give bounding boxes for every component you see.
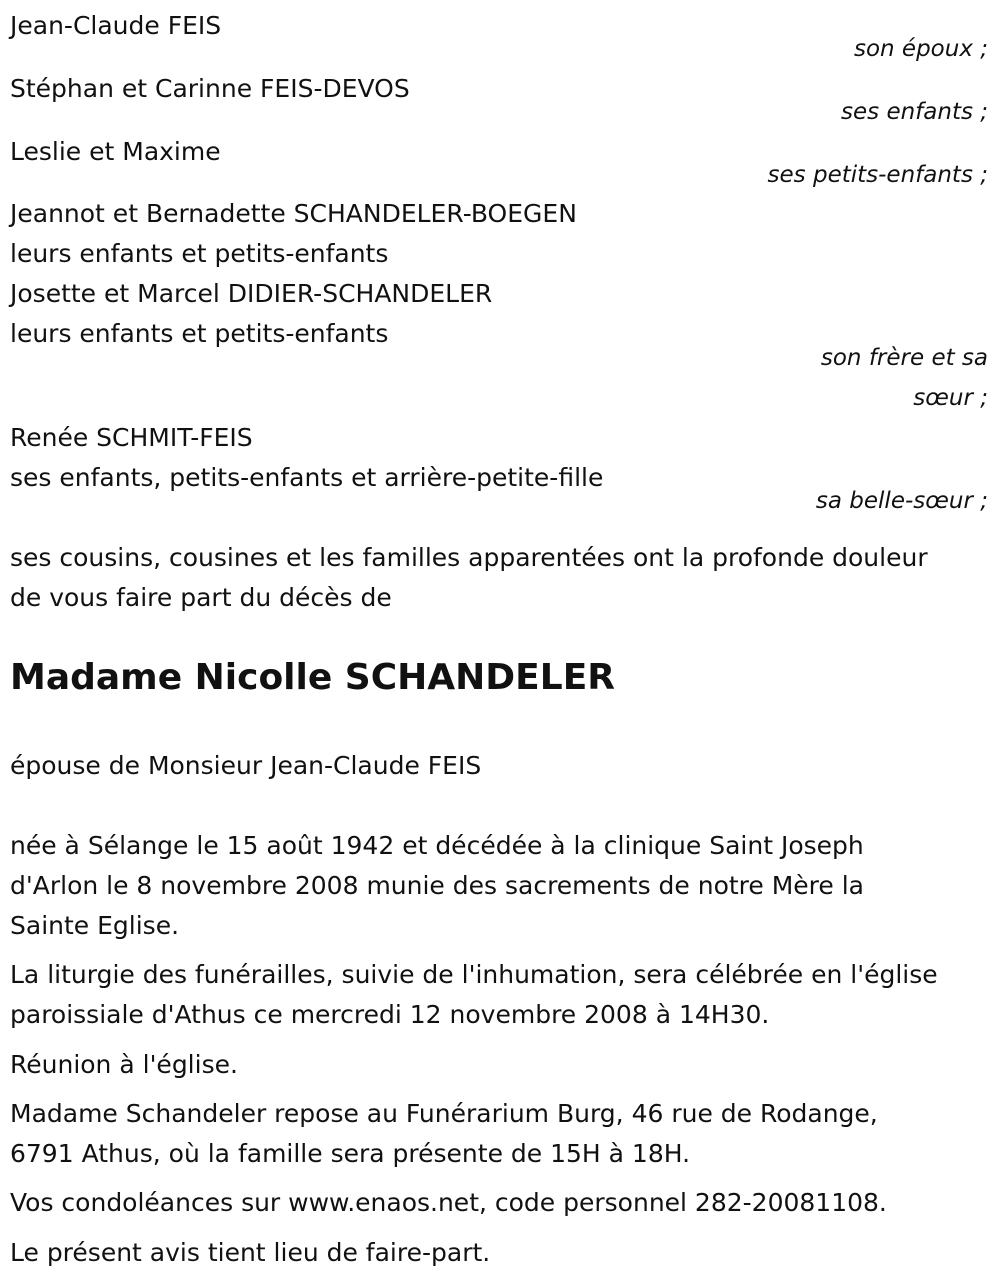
notice-paragraph xyxy=(10,1233,990,1273)
grandchildren-names: Leslie et Maxime xyxy=(10,137,221,166)
deceased-spouse xyxy=(10,746,990,786)
announcement-line: de vous faire part du décès de xyxy=(10,583,392,612)
family-spouse xyxy=(10,6,990,46)
paragraph-line: Vos condoléances sur www.enaos.net, code personnel 282-20081108. xyxy=(10,1188,887,1217)
sister-in-law-line: Renée SCHMIT-FEIS xyxy=(10,423,253,452)
paragraph-line: Sainte Eglise. xyxy=(10,911,180,940)
siblings-relation-line2: sœur ; xyxy=(913,385,988,411)
sibling-line: leurs enfants et petits-enfants xyxy=(10,239,389,268)
condolences-paragraph xyxy=(10,1183,990,1223)
paragraph-line: paroissiale d'Athus ce mercredi 12 novembre 2008 à 14H30. xyxy=(10,1000,770,1029)
spouse-name: Jean-Claude FEIS xyxy=(10,11,222,40)
spouse-line: épouse de Monsieur Jean-Claude FEIS xyxy=(10,751,482,780)
sister-in-law-line: ses enfants, petits-enfants et arrière-petite-fille xyxy=(10,463,604,492)
spouse-relation: son époux ; xyxy=(853,36,988,62)
siblings-relation-line1: son frère et sa xyxy=(820,345,988,371)
children-names: Stéphan et Carinne FEIS-DEVOS xyxy=(10,74,410,103)
sibling-line: leurs enfants et petits-enfants xyxy=(10,319,389,348)
paragraph-line: Madame Schandeler repose au Funérarium Burg, 46 rue de Rodange, xyxy=(10,1099,878,1128)
birth-death-paragraph xyxy=(10,826,990,946)
announcement xyxy=(10,538,990,618)
grandchildren-relation: ses petits-enfants ; xyxy=(767,162,988,188)
paragraph-line: née à Sélange le 15 août 1942 et décédée à la clinique Saint Joseph xyxy=(10,831,864,860)
paragraph-line: Le présent avis tient lieu de faire-part. xyxy=(10,1238,491,1267)
reunion-paragraph xyxy=(10,1045,990,1085)
sibling-line: Josette et Marcel DIDIER-SCHANDELER xyxy=(10,279,493,308)
family-siblings xyxy=(10,194,990,354)
children-relation: ses enfants ; xyxy=(841,99,988,125)
paragraph-line: d'Arlon le 8 novembre 2008 munie des sacrements de notre Mère la xyxy=(10,871,865,900)
paragraph-line: La liturgie des funérailles, suivie de l'inhumation, sera célébrée en l'église xyxy=(10,960,938,989)
funerarium-paragraph xyxy=(10,1094,990,1174)
sister-in-law-relation: sa belle-sœur ; xyxy=(815,488,988,514)
paragraph-line: Réunion à l'église. xyxy=(10,1050,238,1079)
deceased-name: Madame Nicolle SCHANDELER xyxy=(10,657,616,698)
sibling-line: Jeannot et Bernadette SCHANDELER-BOEGEN xyxy=(10,199,577,228)
liturgy-paragraph xyxy=(10,955,990,1035)
paragraph-line: 6791 Athus, où la famille sera présente de 15H à 18H. xyxy=(10,1139,691,1168)
announcement-line: ses cousins, cousines et les familles apparentées ont la profonde douleur xyxy=(10,543,928,572)
